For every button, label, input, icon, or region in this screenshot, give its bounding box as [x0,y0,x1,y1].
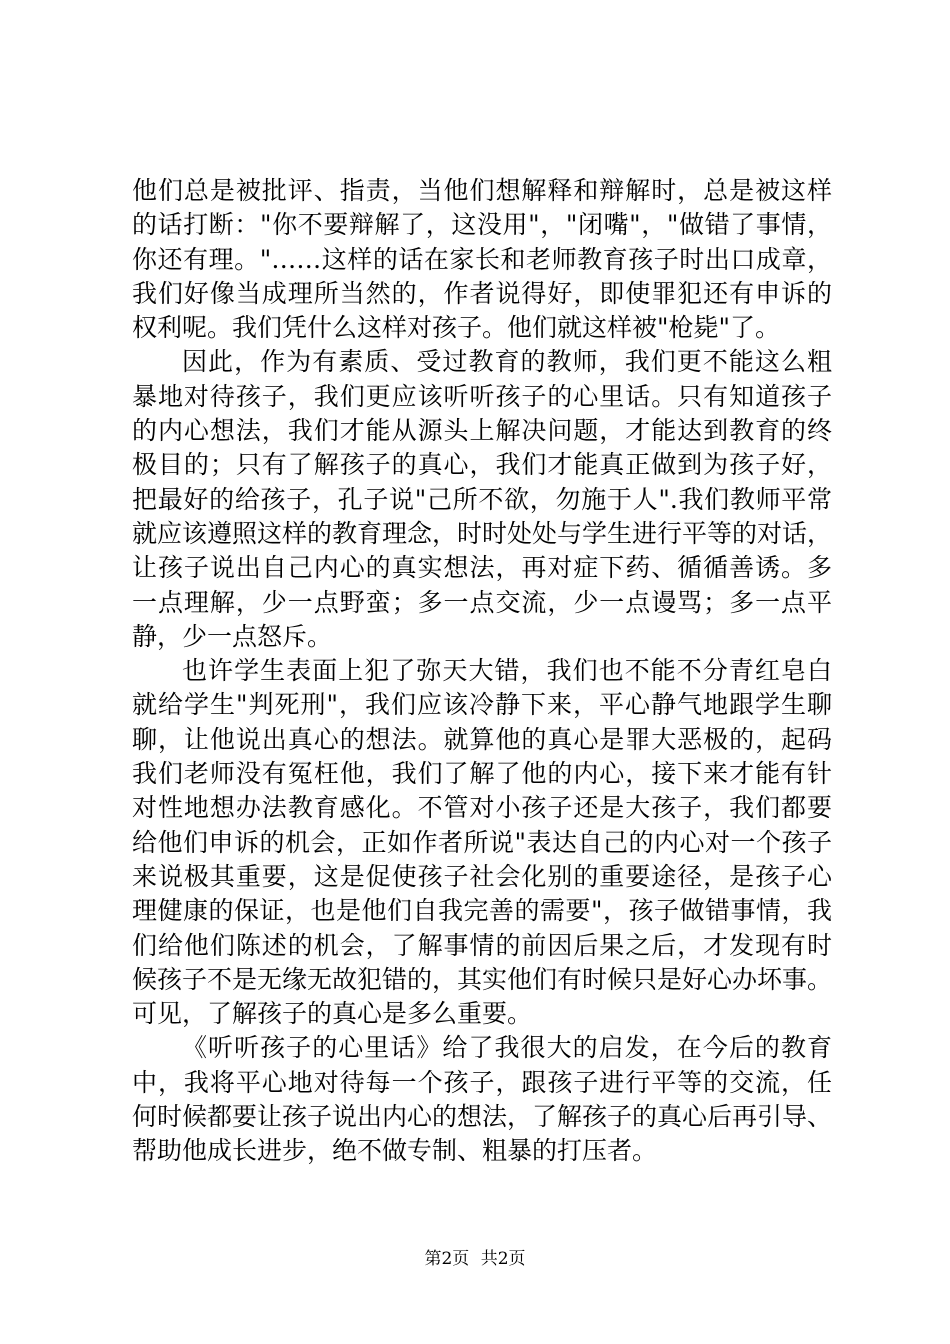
text-line: 我们老师没有冤枉他，我们了解了他的内心，接下来才能有针 [132,759,832,789]
paragraph [132,345,832,654]
text-line: 何时候都要让孩子说出内心的想法，了解孩子的真心后再引导、 [132,1102,833,1132]
paragraph [132,174,832,345]
text-line: 的话打断："你不要辩解了，这没用"，"闭嘴"，"做错了事情， [132,210,832,240]
text-line: 我们好像当成理所当然的，作者说得好，即使罪犯还有申诉的 [132,278,832,308]
text-line: 他们总是被批评、指责，当他们想解释和辩解时，总是被这样 [132,176,832,205]
text-line: 静，少一点怒斥。 [132,621,333,651]
text-line: 就给学生"判死刑"，我们应该冷静下来，平心静气地跟学生聊 [132,690,832,720]
text-line: 把最好的给孩子，孔子说"己所不欲，勿施于人".我们教师平常 [132,484,832,514]
text-line: 就应该遵照这样的教育理念，时时处处与学生进行平等的对话， [132,518,833,548]
text-line: 一点理解，少一点野蛮；多一点交流，少一点谩骂；多一点平 [132,587,832,617]
paragraph [132,654,832,1031]
text-line: 因此，作为有素质、受过教育的教师，我们更不能这么粗 [182,347,832,377]
text-line: 权利呢。我们凭什么这样对孩子。他们就这样被"枪毙"了。 [132,313,781,343]
text-line: 来说极其重要，这是促使孩子社会化别的重要途径，是孩子心 [132,861,832,891]
text-line: 的内心想法，我们才能从源头上解决问题，才能达到教育的终 [132,416,832,446]
text-line: 候孩子不是无缘无故犯错的，其实他们有时候只是好心办坏事。 [132,964,833,994]
text-line: 中，我将平心地对待每一个孩子，跟孩子进行平等的交流，任 [132,1067,832,1097]
text-line: 你还有理。"……这样的话在家长和老师教育孩子时出口成章， [132,244,832,274]
document-body [132,174,832,1169]
text-line: 极目的；只有了解孩子的真心，我们才能真正做到为孩子好， [132,450,832,480]
text-line: 给他们申诉的机会，正如作者所说"表达自己的内心对一个孩子 [132,827,832,857]
paragraph [132,1031,832,1168]
text-line: 可见，了解孩子的真心是多么重要。 [132,999,533,1029]
text-line: 《听听孩子的心里话》给了我很大的启发，在今后的教育 [182,1033,832,1063]
text-line: 理健康的保证，也是他们自我完善的需要"，孩子做错事情，我 [132,896,832,926]
page-number: 第2页 [424,1249,470,1269]
page-footer [0,1244,950,1269]
text-line: 暴地对待孩子，我们更应该听听孩子的心里话。只有知道孩子 [132,381,832,411]
text-line: 们给他们陈述的机会，了解事情的前因后果之后，才发现有时 [132,930,832,960]
text-line: 让孩子说出自己内心的真实想法，再对症下药、循循善诱。多 [132,553,832,583]
text-line: 聊，让他说出真心的想法。就算他的真心是罪大恶极的，起码 [132,724,832,754]
text-line: 也许学生表面上犯了弥天大错，我们也不能不分青红皂白 [182,656,832,686]
page-total: 共2页 [480,1249,526,1269]
text-line: 帮助他成长进步，绝不做专制、粗暴的打压者。 [132,1136,658,1166]
text-line: 对性地想办法教育感化。不管对小孩子还是大孩子，我们都要 [132,793,832,823]
